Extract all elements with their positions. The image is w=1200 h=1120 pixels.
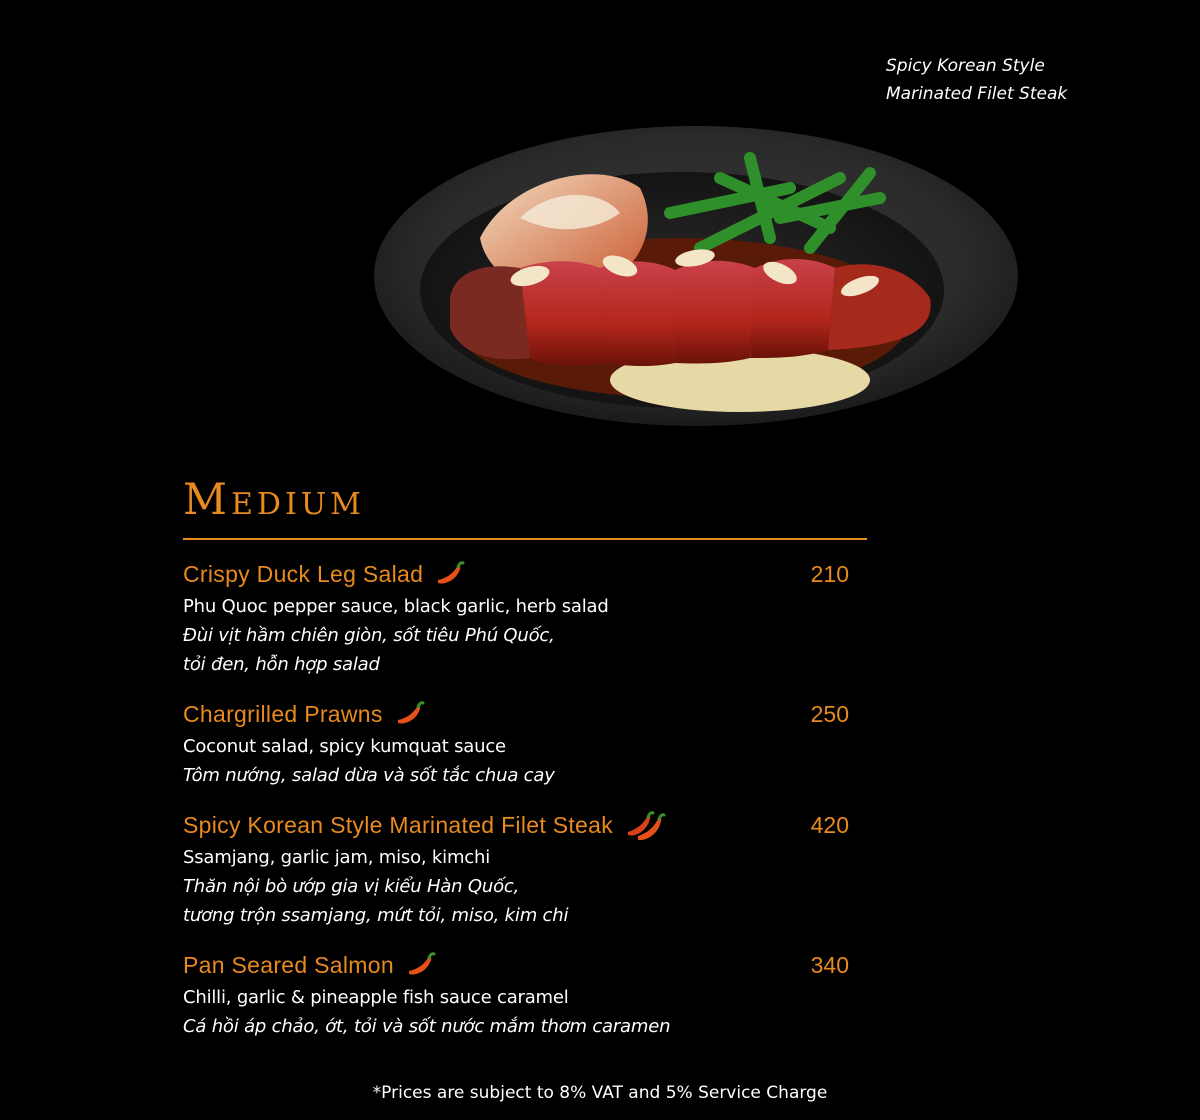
chili-pepper-icon (405, 952, 437, 980)
menu-item-description-vietnamese (183, 1012, 855, 1041)
menu-item-description-vietnamese (183, 872, 855, 930)
menu-item (183, 947, 855, 1041)
menu-item-description: Coconut salad, spicy kumquat sauce (183, 736, 506, 757)
dish-photo (370, 118, 1030, 436)
menu-item-name: Spicy Korean Style Marinated Filet Steak (183, 812, 614, 838)
menu-item-header (183, 807, 855, 843)
menu-item-name: Pan Seared Salmon (183, 952, 394, 978)
menu-item-price: 340 (810, 952, 849, 978)
menu-item-description-vietnamese (183, 761, 855, 790)
menu-item-price: 250 (810, 701, 849, 727)
menu-item-description: Chilli, garlic & pineapple fish sauce caramel (183, 987, 569, 1008)
menu-item (183, 807, 855, 930)
menu-item-header (183, 947, 855, 983)
description-line: Thăn nội bò ướp gia vị kiểu Hàn Quốc, (183, 876, 520, 897)
menu-item-header (183, 696, 855, 732)
menu-item-description: Phu Quoc pepper sauce, black garlic, herb salad (183, 596, 609, 617)
menu-item (183, 696, 855, 790)
description-line: tỏi đen, hỗn hợp salad (183, 654, 380, 675)
section-divider (183, 538, 867, 540)
photo-caption (886, 52, 1166, 108)
description-line: tương trộn ssamjang, mứt tỏi, miso, kim chi (183, 905, 569, 926)
menu-item-header (183, 556, 855, 592)
double-chili-pepper-icon (624, 809, 668, 843)
price-footnote: *Prices are subject to 8% VAT and 5% Service Charge (372, 1083, 828, 1103)
chili-pepper-icon (394, 701, 426, 729)
description-line: Đùi vịt hầm chiên giòn, sốt tiêu Phú Quốc, (183, 625, 555, 646)
menu-item-description: Ssamjang, garlic jam, miso, kimchi (183, 847, 490, 868)
photo-caption-line-2: Marinated Filet Steak (886, 84, 1068, 104)
menu-item (183, 556, 855, 679)
description-line: Cá hồi áp chảo, ớt, tỏi và sốt nước mắm thơm caramen (183, 1016, 671, 1037)
description-line: Tôm nướng, salad dừa và sốt tắc chua cay (183, 765, 555, 786)
section-title: Medium (183, 475, 365, 525)
chili-pepper-icon (434, 561, 466, 589)
menu-item-price: 210 (810, 561, 849, 587)
menu-item-description-vietnamese (183, 621, 855, 679)
menu-list (183, 556, 855, 1058)
photo-caption-line-1: Spicy Korean Style (886, 56, 1045, 76)
menu-item-name: Crispy Duck Leg Salad (183, 561, 424, 587)
menu-item-name: Chargrilled Prawns (183, 701, 383, 727)
menu-item-price: 420 (810, 812, 849, 838)
